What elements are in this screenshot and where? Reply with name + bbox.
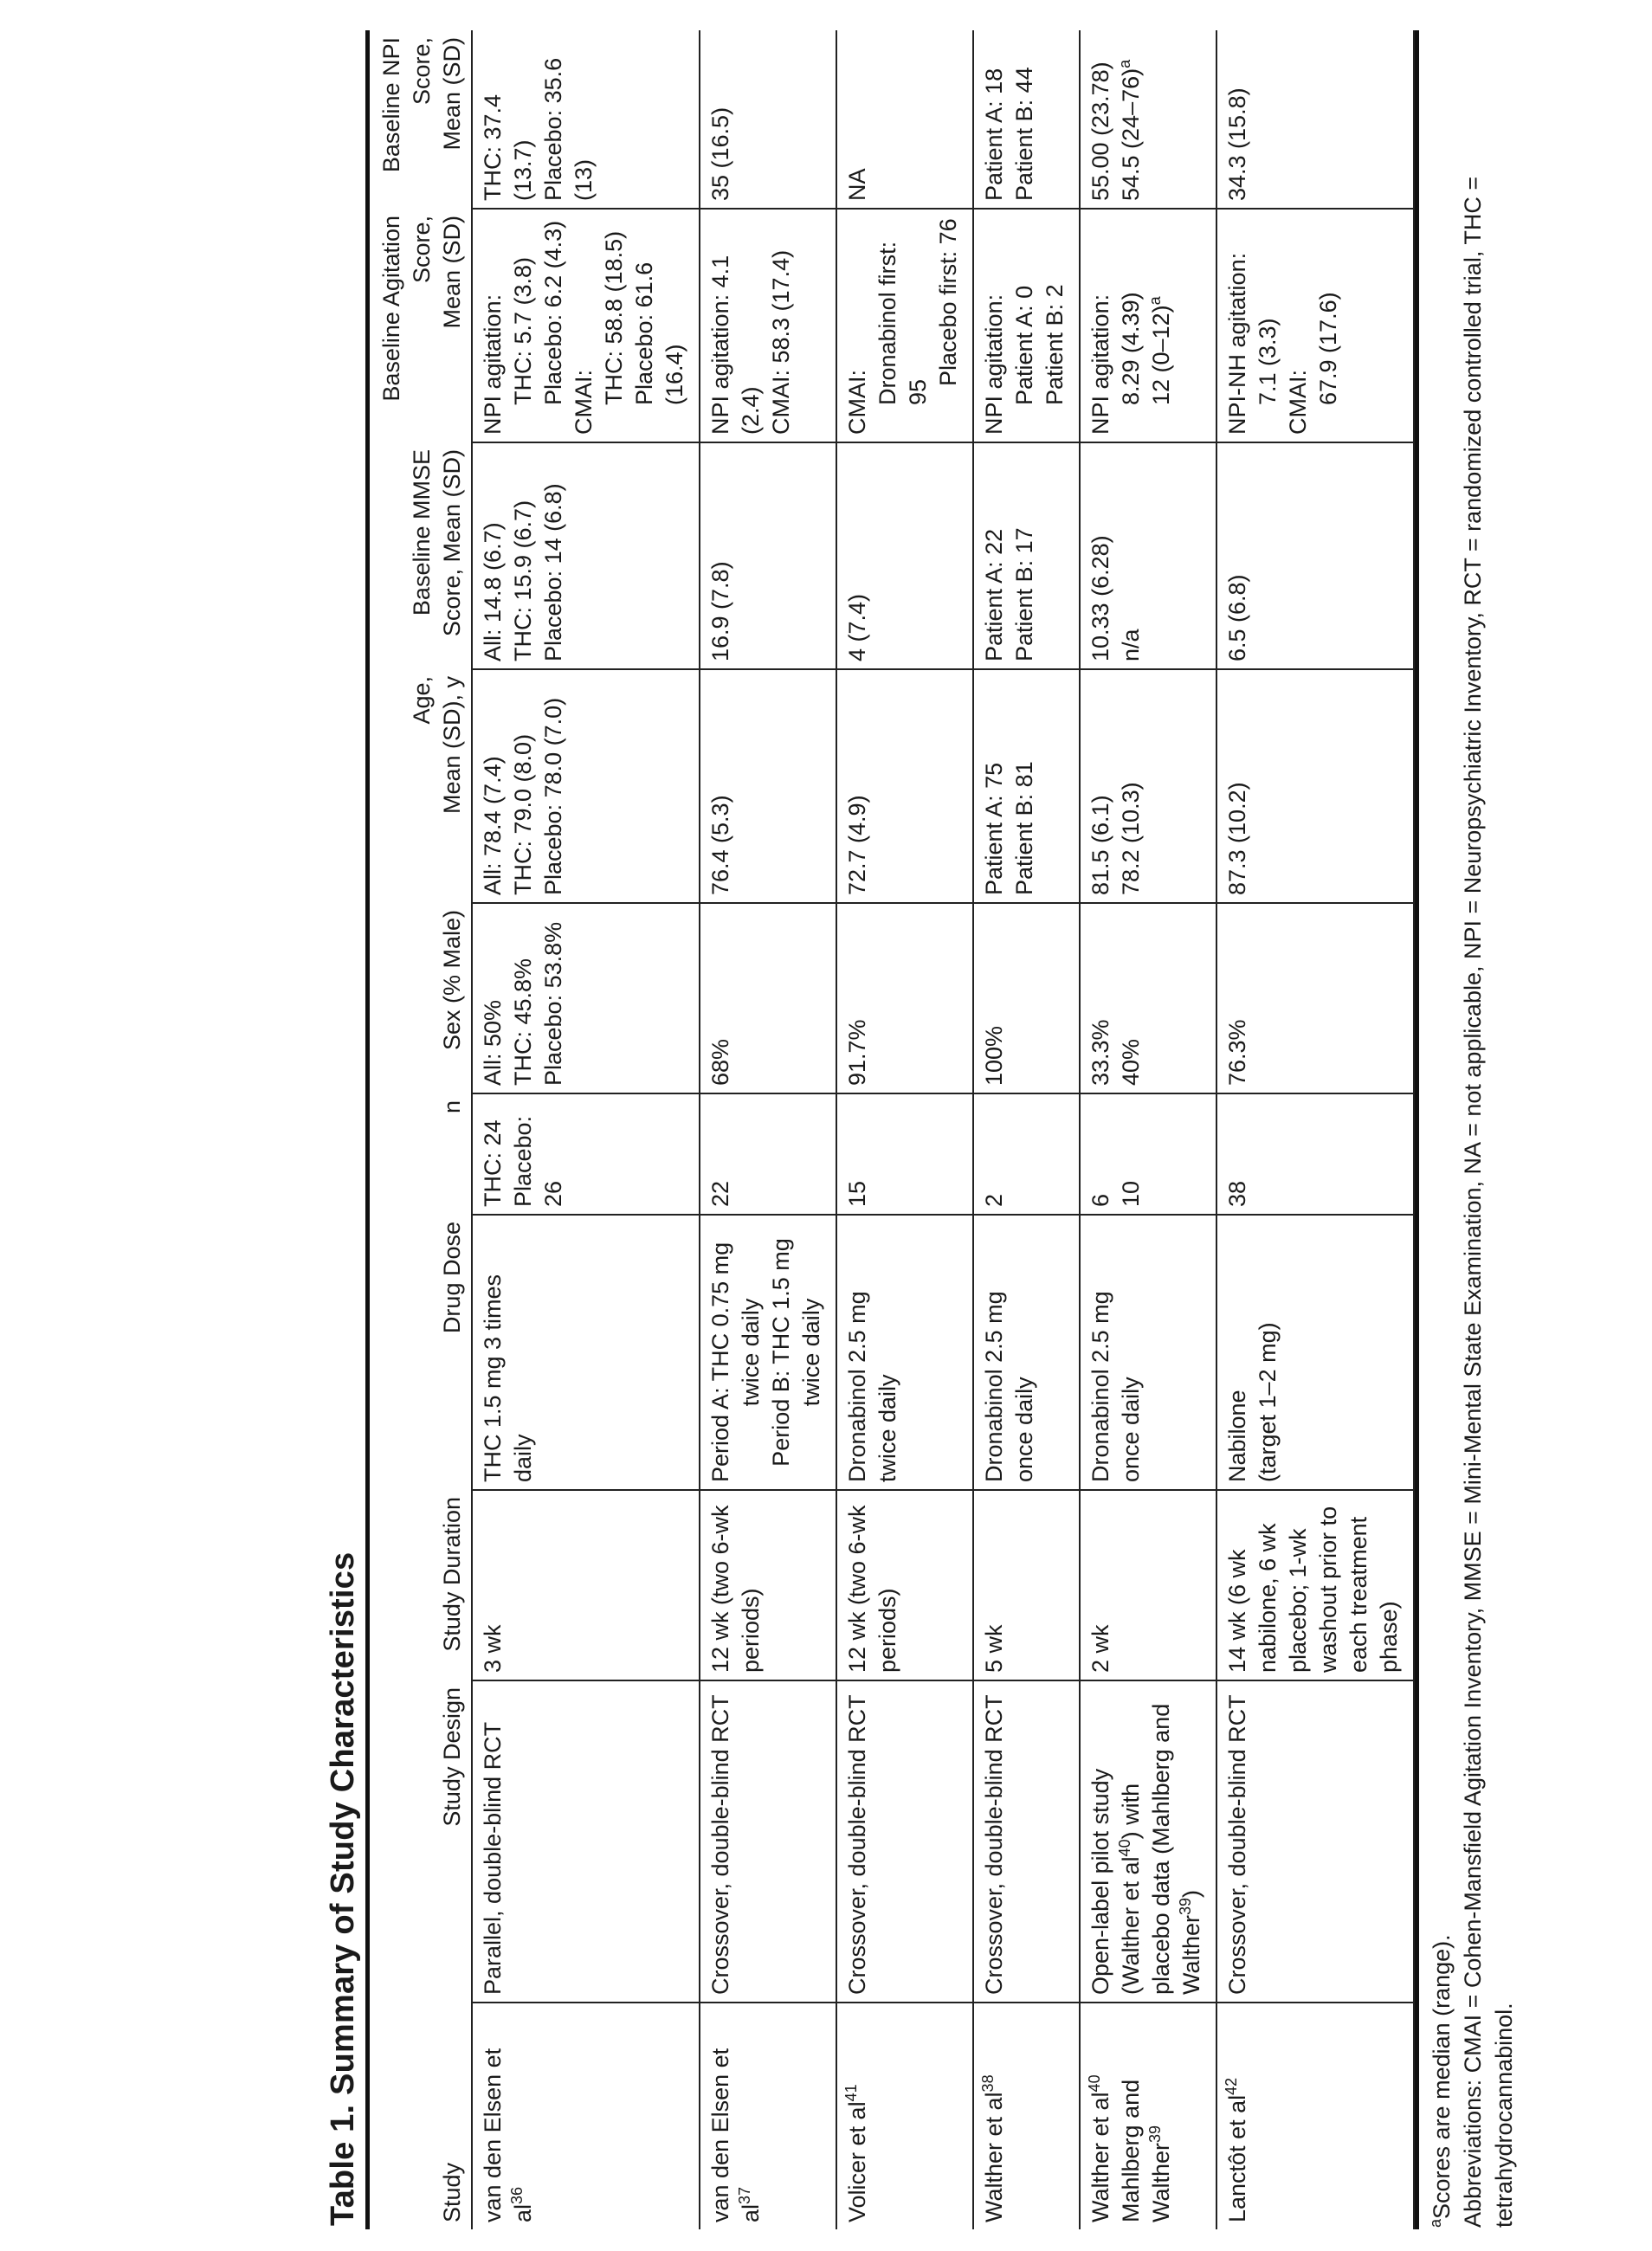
cell-n	[472, 1093, 700, 1215]
text-fragment: Walther	[1178, 1914, 1204, 1995]
cell-line: Period B: THC 1.5 mg	[768, 1238, 794, 1467]
study-name: Mahlberg and Walther	[1118, 2079, 1174, 2222]
cell-line	[1146, 216, 1177, 435]
cell-n	[836, 1093, 973, 1215]
study-name: van den Elsen et al	[480, 2048, 536, 2222]
cell-line: NPI agitation: 4.1 (2.4)	[707, 255, 764, 435]
cell-line: Crossover, double-blind RCT	[1224, 1694, 1250, 1995]
cell-mmse	[1080, 442, 1216, 669]
cell-age	[1216, 669, 1414, 903]
cell-line: Dronabinol 2.5 mg	[1087, 1291, 1113, 1482]
cell-agitation	[1216, 209, 1414, 442]
header-agitation	[370, 209, 472, 442]
cell-line: Placebo first: 76	[935, 218, 961, 386]
study-name: Volicer et al	[844, 2101, 870, 2222]
header-design: Study Design	[370, 1680, 472, 2003]
cell-line: THC 1.5 mg 3 times daily	[480, 1274, 536, 1482]
cell-design	[700, 1680, 836, 2003]
cell-line: 76.3%	[1224, 1019, 1250, 1086]
cell-dose	[700, 1215, 836, 1490]
reference-mark: 39	[1146, 2125, 1164, 2143]
cell-line: phase)	[1376, 1601, 1402, 1673]
table-row	[836, 30, 973, 2229]
cell-line: once daily	[1011, 1377, 1037, 1482]
cell-line: THC: 5.7 (3.8)	[510, 256, 536, 405]
cell-line: CMAI:	[844, 369, 870, 435]
cell-line: placebo data (Mahlberg and	[1148, 1703, 1174, 1995]
header-dose: Drug Dose	[370, 1215, 472, 1490]
header-mmse-line: Baseline MMSE	[409, 449, 435, 616]
cell-line: 6.5 (6.8)	[1224, 574, 1250, 661]
header-npi-line: Baseline NPI	[378, 37, 404, 173]
cell-dose	[836, 1215, 973, 1490]
cell-line: 8.29 (4.39)	[1118, 292, 1144, 405]
cell-mmse	[973, 442, 1080, 669]
cell-line: 55.00 (23.78)	[1087, 61, 1113, 201]
footnote-mark: a	[1427, 2218, 1444, 2228]
study-characteristics-table	[370, 30, 1415, 2229]
cell-line: 22	[707, 1180, 733, 1207]
cell-line: Patient B: 2	[1042, 284, 1068, 405]
cell-line: 16.9 (7.8)	[707, 561, 733, 661]
cell-line	[1177, 1688, 1207, 1995]
cell-line: 5 wk	[981, 1624, 1007, 1673]
header-row	[370, 30, 472, 2229]
cell-npi	[973, 30, 1080, 209]
cell-line: nabilone, 6 wk	[1255, 1523, 1281, 1673]
cell-line: All: 50%	[480, 999, 506, 1086]
rotated-page	[320, 30, 1645, 2229]
cell-age	[973, 669, 1080, 903]
cell-line: 33.3%	[1087, 1019, 1113, 1086]
cell-line: 4 (7.4)	[844, 593, 870, 661]
cell-duration	[973, 1490, 1080, 1680]
study-name: Walther et al	[1087, 2092, 1113, 2222]
cell-duration	[1080, 1490, 1216, 1680]
cell-line: 3 wk	[480, 1624, 506, 1673]
cell-line: Placebo: 6.2 (4.3)	[540, 220, 566, 405]
cell-design	[973, 1680, 1080, 2003]
header-sex: Sex (% Male)	[370, 903, 472, 1093]
cell-mmse	[836, 442, 973, 669]
cell-study	[700, 2003, 836, 2229]
header-agitation-line: Score,	[409, 216, 435, 284]
study-name: Walther et al	[981, 2092, 1007, 2222]
cell-line: Patient A: 0	[1011, 285, 1037, 405]
cell-duration	[836, 1490, 973, 1680]
cell-line: 35 (16.5)	[707, 106, 733, 201]
cell-dose	[1080, 1215, 1216, 1490]
cell-mmse	[700, 442, 836, 669]
cell-agitation	[472, 209, 700, 442]
cell-line: 12 wk (two 6-wk	[844, 1505, 870, 1673]
cell-sex	[700, 903, 836, 1093]
cell-line: each treatment	[1345, 1516, 1371, 1673]
cell-line: Patient B: 17	[1011, 527, 1037, 661]
cell-n	[973, 1093, 1080, 1215]
cell-line: 15	[844, 1180, 870, 1207]
cell-line	[1116, 37, 1146, 201]
header-mmse	[370, 442, 472, 669]
cell-line: 14 wk (6 wk	[1224, 1549, 1250, 1673]
cell-design	[1216, 1680, 1414, 2003]
cell-line: Patient A: 75	[981, 762, 1007, 895]
cell-line: n/a	[1118, 629, 1144, 661]
cell-line: Period A: THC 0.75 mg	[707, 1242, 733, 1482]
cell-agitation	[700, 209, 836, 442]
cell-line: 87.3 (10.2)	[1224, 782, 1250, 895]
cell-study	[1080, 2003, 1216, 2229]
text-fragment: 54.5 (24–76)	[1118, 68, 1144, 201]
cell-line: periods)	[738, 1588, 764, 1673]
study-name: van den Elsen et al	[707, 2048, 764, 2222]
cell-study	[973, 2003, 1080, 2229]
cell-line: 6	[1087, 1193, 1113, 1207]
table-row	[1216, 30, 1414, 2229]
cell-line: All: 78.4 (7.4)	[480, 756, 506, 895]
reference-mark: 41	[842, 2084, 860, 2102]
cell-npi	[1080, 30, 1216, 209]
cell-npi	[1216, 30, 1414, 209]
cell-npi	[836, 30, 973, 209]
cell-line: 67.9 (17.6)	[1315, 292, 1341, 405]
abbreviations: Abbreviations: CMAI = Cohen-Mansfield Agitation Inventory, MMSE = Mini-Mental State Examination, NA = not applicable, NPI = Neuropsychiatric Inventory, RCT = randomized controlled trial, THC = tetrahydrocannabinol.	[1460, 176, 1517, 2228]
cell-line: Patient A: 18	[981, 68, 1007, 201]
cell-line: Placebo: 78.0 (7.0)	[540, 697, 566, 895]
cell-npi	[700, 30, 836, 209]
cell-line: 40%	[1118, 1038, 1144, 1086]
cell-duration	[1216, 1490, 1414, 1680]
header-duration: Study Duration	[370, 1490, 472, 1680]
cell-line: THC: 79.0 (8.0)	[510, 733, 536, 895]
cell-dose	[1216, 1215, 1414, 1490]
cell-line: periods)	[874, 1588, 900, 1673]
reference-mark: 37	[736, 2186, 753, 2204]
cell-duration	[472, 1490, 700, 1680]
cell-sex	[1216, 903, 1414, 1093]
cell-line: 81.5 (6.1)	[1087, 795, 1113, 895]
header-age-line: Age,	[409, 676, 435, 725]
cell-agitation	[836, 209, 973, 442]
cell-agitation	[1080, 209, 1216, 442]
cell-sex	[836, 903, 973, 1093]
cell-n	[1080, 1093, 1216, 1215]
cell-line: Patient A: 22	[981, 528, 1007, 661]
cell-line: Crossover, double-blind RCT	[844, 1694, 870, 1995]
cell-line: Parallel, double-blind RCT	[480, 1721, 506, 1995]
header-mmse-line: Score, Mean (SD)	[439, 449, 465, 637]
cell-line: (target 1–2 mg)	[1255, 1322, 1281, 1482]
cell-line: twice daily	[738, 1298, 764, 1407]
cell-study	[836, 2003, 973, 2229]
cell-line: THC: 37.4 (13.7)	[480, 94, 536, 201]
cell-design	[836, 1680, 973, 2003]
cell-line: Placebo: 61.6 (16.4)	[631, 261, 687, 405]
cell-line	[1116, 1688, 1146, 1995]
cell-line: 2	[981, 1193, 1007, 1207]
header-age	[370, 669, 472, 903]
cell-line: THC: 24	[480, 1119, 506, 1207]
cell-line: Placebo: 14 (6.8)	[540, 483, 566, 661]
cell-mmse	[472, 442, 700, 669]
cell-line: 10.33 (6.28)	[1087, 535, 1113, 661]
reference-mark: 39	[1177, 1897, 1194, 1915]
cell-line: CMAI:	[571, 369, 597, 435]
reference-mark: 40	[1116, 1839, 1133, 1857]
footnote-mark: a	[1116, 59, 1133, 68]
header-npi	[370, 30, 472, 209]
header-n: n	[370, 1093, 472, 1215]
study-name: Lanctôt et al	[1224, 2094, 1250, 2222]
reference-mark: 38	[979, 2074, 997, 2093]
cell-design	[1080, 1680, 1216, 2003]
cell-line: 91.7%	[844, 1019, 870, 1086]
cell-line	[1116, 2010, 1177, 2222]
cell-age	[472, 669, 700, 903]
cell-age	[700, 669, 836, 903]
cell-line: Patient B: 81	[1011, 761, 1037, 895]
cell-line: Open-label pilot study	[1087, 1768, 1113, 1995]
cell-line: Placebo: 35.6 (13)	[540, 57, 597, 201]
cell-age	[836, 669, 973, 903]
cell-line: CMAI: 58.3 (17.4)	[768, 249, 794, 435]
cell-line: 76.4 (5.3)	[707, 795, 733, 895]
cell-study	[472, 2003, 700, 2229]
cell-line: 10	[1118, 1180, 1144, 1207]
cell-study	[1216, 2003, 1414, 2229]
cell-n	[1216, 1093, 1414, 1215]
cell-line: NPI agitation:	[1087, 293, 1113, 435]
header-npi-line: Score,	[409, 37, 435, 106]
reference-mark: 42	[1223, 2077, 1240, 2095]
cell-line: 78.2 (10.3)	[1118, 782, 1144, 895]
cell-line: 7.1 (3.3)	[1255, 318, 1281, 405]
cell-line: NPI agitation:	[480, 293, 506, 435]
cell-line: Placebo: 53.8%	[540, 921, 566, 1086]
header-agitation-line: Baseline Agitation	[378, 216, 404, 402]
reference-mark: 36	[508, 2186, 526, 2204]
footnote-a	[1426, 30, 1457, 2229]
cell-line: 38	[1224, 1180, 1250, 1207]
header-npi-line: Mean (SD)	[439, 37, 465, 151]
cell-line: NPI-NH agitation:	[1224, 252, 1250, 435]
cell-design	[472, 1680, 700, 2003]
cell-line: Dronabinol first: 95	[874, 241, 931, 405]
cell-line: 72.7 (4.9)	[844, 795, 870, 895]
footnote-mark: a	[1146, 296, 1164, 306]
cell-line: 2 wk	[1087, 1624, 1113, 1673]
cell-duration	[700, 1490, 836, 1680]
footnote-text: Scores are median (range).	[1429, 1934, 1455, 2219]
cell-line: THC: 45.8%	[510, 958, 536, 1086]
cell-agitation	[973, 209, 1080, 442]
table-title: Table 1. Summary of Study Characteristics	[325, 1551, 361, 2226]
reference-mark: 40	[1086, 2074, 1103, 2093]
text-fragment: ) with	[1118, 1783, 1144, 1840]
cell-line: NA	[844, 168, 870, 201]
cell-sex	[1080, 903, 1216, 1093]
cell-line: twice daily	[798, 1298, 824, 1407]
cell-line: washout prior to	[1315, 1506, 1341, 1673]
cell-line: 68%	[707, 1038, 733, 1086]
cell-line: 100%	[981, 1025, 1007, 1086]
cell-line	[1086, 2010, 1116, 2222]
table-row	[973, 30, 1080, 2229]
table-footnotes	[1415, 30, 1520, 2229]
table-title-bar	[320, 30, 370, 2229]
header-study: Study	[370, 2003, 472, 2229]
table-row	[472, 30, 700, 2229]
cell-sex	[472, 903, 700, 1093]
cell-sex	[973, 903, 1080, 1093]
cell-mmse	[1216, 442, 1414, 669]
cell-line: THC: 15.9 (6.7)	[510, 500, 536, 661]
cell-line: Patient B: 44	[1011, 67, 1037, 201]
cell-line: Crossover, double-blind RCT	[981, 1694, 1007, 1995]
cell-line: Dronabinol 2.5 mg	[844, 1291, 870, 1482]
cell-line: THC: 58.8 (18.5)	[601, 230, 627, 405]
cell-line: once daily	[1118, 1377, 1144, 1482]
header-age-line: Mean (SD), y	[439, 676, 465, 815]
cell-line: NPI agitation:	[981, 293, 1007, 435]
table-row	[700, 30, 836, 2229]
text-fragment: 12 (0–12)	[1148, 305, 1174, 405]
table-row	[1080, 30, 1216, 2229]
cell-line: All: 14.8 (6.7)	[480, 522, 506, 661]
cell-npi	[472, 30, 700, 209]
text-fragment: (Walther et al	[1118, 1856, 1144, 1995]
cell-line: 34.3 (15.8)	[1224, 87, 1250, 201]
header-agitation-line: Mean (SD)	[439, 216, 465, 329]
cell-dose	[472, 1215, 700, 1490]
cell-line: placebo; 1-wk	[1285, 1528, 1311, 1673]
cell-line: Nabilone	[1224, 1390, 1250, 1482]
cell-line: Placebo: 26	[510, 1115, 566, 1207]
cell-line: 12 wk (two 6-wk	[707, 1505, 733, 1673]
cell-line: Dronabinol 2.5 mg	[981, 1291, 1007, 1482]
cell-age	[1080, 669, 1216, 903]
cell-line: twice daily	[874, 1374, 900, 1482]
cell-line: CMAI:	[1285, 369, 1311, 435]
text-fragment: )	[1178, 1889, 1204, 1898]
cell-dose	[973, 1215, 1080, 1490]
cell-line: Crossover, double-blind RCT	[707, 1694, 733, 1995]
cell-n	[700, 1093, 836, 1215]
